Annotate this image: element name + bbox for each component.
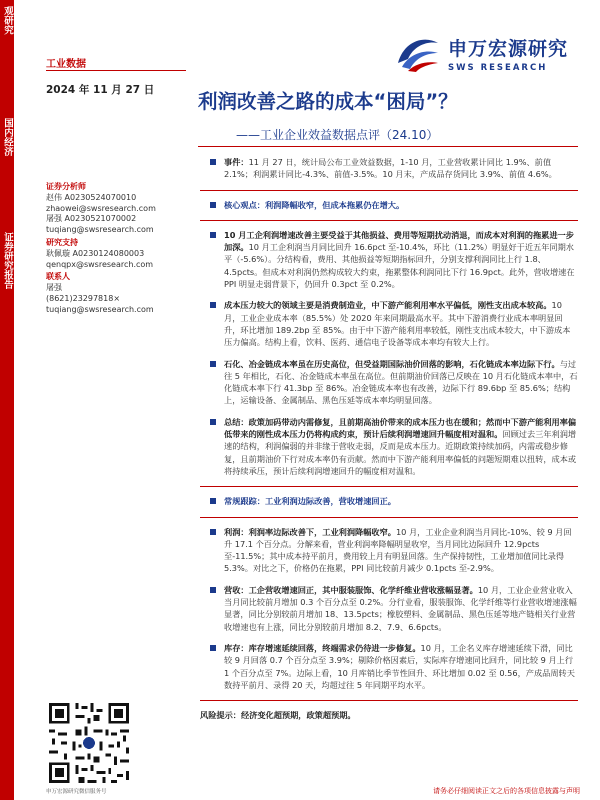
core-view-paragraph <box>200 199 578 211</box>
contact-line: 屠强 <box>46 283 62 293</box>
paragraph-text: 10 月工企利润当月同比回升 16.6pct 至-10.4%，环比（11.2%）明显好于近五年同期水平（-5.6%）。分结构看，费用、其他损益等短期指标回升，分别支撑利润同比上行 1.8、4.5pcts。但成本对利润仍然构成较大约束，拖累整体利润同比下行 16.9pct。此外，营收增速在 PPI 明显走弱背景下，仍回升 0.3pct 至 0.2%。 <box>224 242 575 290</box>
section-divider <box>200 517 578 518</box>
qr-code-label: 申万宏源研究微信服务号 <box>46 789 107 795</box>
contact-line: tuqiang@swsresearch.com <box>46 304 154 314</box>
category-divider <box>46 70 186 71</box>
paragraph-lead: 利润：利润率边际改善下，工业利润降幅收窄。 <box>224 526 396 537</box>
assistant-heading: 研究支持 <box>46 237 78 247</box>
contact-line: (8621)23297818× <box>46 293 121 303</box>
wechat-qr-code-icon <box>46 700 132 786</box>
section-divider <box>200 220 578 221</box>
risk-text: 经济变化超预期，政策超预期。 <box>240 710 356 721</box>
paragraph-text: 回顾过去三年利润增速的结构，利润偏弱的并非缘于营收走弱，反而是成本压力。近期政策持续加码，内需或稳步修复，且前期油价下行对成本率仍有贡献。然而中下游产能利用率偏低的问题短期难以扭转，成本或将持续承压，预计后续利润增速回升的幅度相对温和。 <box>224 429 577 476</box>
body-paragraph <box>200 229 578 290</box>
body-paragraph <box>200 642 578 691</box>
paragraph-lead: 石化、冶金链成本率虽在历史高位，但受益期国际油价回落的影响，石化链成本率边际下行。 <box>224 358 560 369</box>
body-paragraph <box>200 299 578 348</box>
logo-chinese-name: 申万宏源研究 <box>447 37 568 60</box>
assistant-line: 耿佩璇 A0230124080003 <box>46 248 145 258</box>
title-divider <box>198 146 578 147</box>
sidebar-label-domestic-economy: 国内经济 <box>2 118 13 156</box>
paragraph-text: 与过往 5 年相比，石化、冶金链成本率虽在高位。但前期油价回落已反映在 10 月石化链成本率中，石化链成本率下行 41.3bp 至 86%。冶金链成本率也有改善，边际下行 89.6bp 至 85.6%；结构上，运输设备、金属制品、黑色压延等成本率均明显回落。 <box>224 358 578 406</box>
paragraph-lead: 成本压力较大的领域主要是消费制造业，中下游产能利用率水平偏低，刚性支出成本较高。 <box>224 300 552 311</box>
routine-tracking-paragraph <box>200 495 578 507</box>
contact-panel <box>46 180 181 316</box>
paragraph-lead: 总结：政策加码带动内需修复，且前期高油价带来的成本压力也在缓和；然而中下游产能利用率偏低带来的刚性成本压力仍将构成约束，预计后续利润增速回升幅度相对温和。 <box>224 416 577 440</box>
body-paragraph <box>200 416 578 477</box>
core-view-text: 利润降幅收窄，但成本拖累仍在增大。 <box>264 199 405 210</box>
core-view-label: 核心观点： <box>224 199 265 210</box>
routine-tracking-label: 常规跟踪： <box>224 496 265 507</box>
paragraph-text: 10 月，工业企业利润当月同比-10%、较 9 月回升 17.1 个百分点。分解来看，营业利润率降幅明显收窄，当月同比边际回升 12.9pcts 至-11.5%；其中成本持平前月，费用较上月有明显回落。生产保持韧性，工业增加值同比录得 5.3%。对比之下，价格仍在拖累，PPI 同比较前月减少 0.1pcts 至-2.9%。 <box>224 526 572 574</box>
sws-logo-mark-icon <box>394 33 442 73</box>
event-paragraph <box>200 156 578 181</box>
report-title: 利润改善之路的成本“困局”？ <box>198 90 458 113</box>
analyst-line: 赵伟 A0230524070010 <box>46 192 137 202</box>
routine-tracking-text: 工业利润边际改善，营收增速回正。 <box>264 496 396 507</box>
report-category: 工业数据 <box>46 59 86 70</box>
logo-english-name: SWS RESEARCH <box>447 62 548 73</box>
section-divider <box>200 486 578 487</box>
body-paragraph <box>200 526 578 575</box>
analyst-line: zhaowei@swsresearch.com <box>46 203 156 213</box>
report-date: 2024 年 11 月 27 日 <box>46 84 155 96</box>
analyst-line: tuqiang@swsresearch.com <box>46 225 154 235</box>
report-body <box>200 156 578 730</box>
paragraph-lead: 库存：库存增速延续回落，终端需求仍待进一步修复。 <box>224 642 421 653</box>
risk-paragraph <box>200 709 578 721</box>
analyst-line: 屠强 A0230521070002 <box>46 214 137 224</box>
body-paragraph <box>200 358 578 407</box>
paragraph-text: 10 月，工业企业营业收入当月同比较前月增加 0.3 个百分点至 0.2%。分行业看，服装服饰、化学纤维等行业营收增速涨幅显著，同比分别较前月增加 18、13.5pcts；橡胶塑料、金属制品、黑色压延等地产链相关行业营收增速也有上涨，同比分别较前月增加 8.2、7.9、6.6pcts。 <box>224 584 577 632</box>
contact-heading: 联系人 <box>46 272 70 282</box>
report-subtitle: ——工业企业效益数据点评（24.10） <box>236 128 439 142</box>
paragraph-lead: 营收：工企营收增速回正，其中服装服饰、化学纤维业营收涨幅显著。 <box>224 584 478 595</box>
event-label: 事件： <box>224 157 249 167</box>
section-divider <box>200 190 578 191</box>
risk-label: 风险提示： <box>200 710 241 721</box>
body-paragraph <box>200 584 578 633</box>
analyst-heading: 证券分析师 <box>46 182 86 191</box>
footer-disclaimer: 请务必仔细阅读正文之后的各项信息披露与声明 <box>433 787 580 795</box>
sws-logo <box>394 33 568 73</box>
paragraph-text: 10 月，工企名义库存增速延续下滑，同比较 9 月回落 0.7 个百分点至 3.9%；剔除价格因素后，实际库存增速同比回升，同比较 9 月上行 1 个百分点至 7%。边际上看，10 月库销比季节性回升、环比增加 0.02 至 0.56，产成品周转天数持平前月、录得 20 天，均超过往 5 年同期平均水平。 <box>224 642 575 690</box>
section-divider <box>200 700 578 701</box>
paragraph-lead: 10 月工企利润增速改善主要受益于其他损益、费用等短期扰动消退，而成本对利润的拖累进一步加深。 <box>224 229 574 253</box>
paragraph-text: 10 月，工业企业成本率（85.5%）处 2020 年来同期最高水平。其中下游消费行业成本率明显回升，环比增加 189.2bp 至 85%。由于中下游产能利用率较低，刚性支出成本较大，中下游成本压力偏高。结构上看，饮料、医药、通信电子设备等成本率均有较大上行。 <box>224 300 571 348</box>
sidebar-label-research: 观研究 <box>2 6 13 35</box>
assistant-line: qenqpx@swsresearch.com <box>46 259 154 269</box>
sidebar-label-securities-report: 证券研究报告 <box>2 232 13 289</box>
event-text: 11 月 27 日，统计局公布工业效益数据，1-10 月，工业营收累计同比 1.9%、前值 2.1%；利润累计同比-4.3%、前值-3.5%。10 月末，产成品存货同比 3.9%、前值 4.6%。 <box>224 157 557 180</box>
